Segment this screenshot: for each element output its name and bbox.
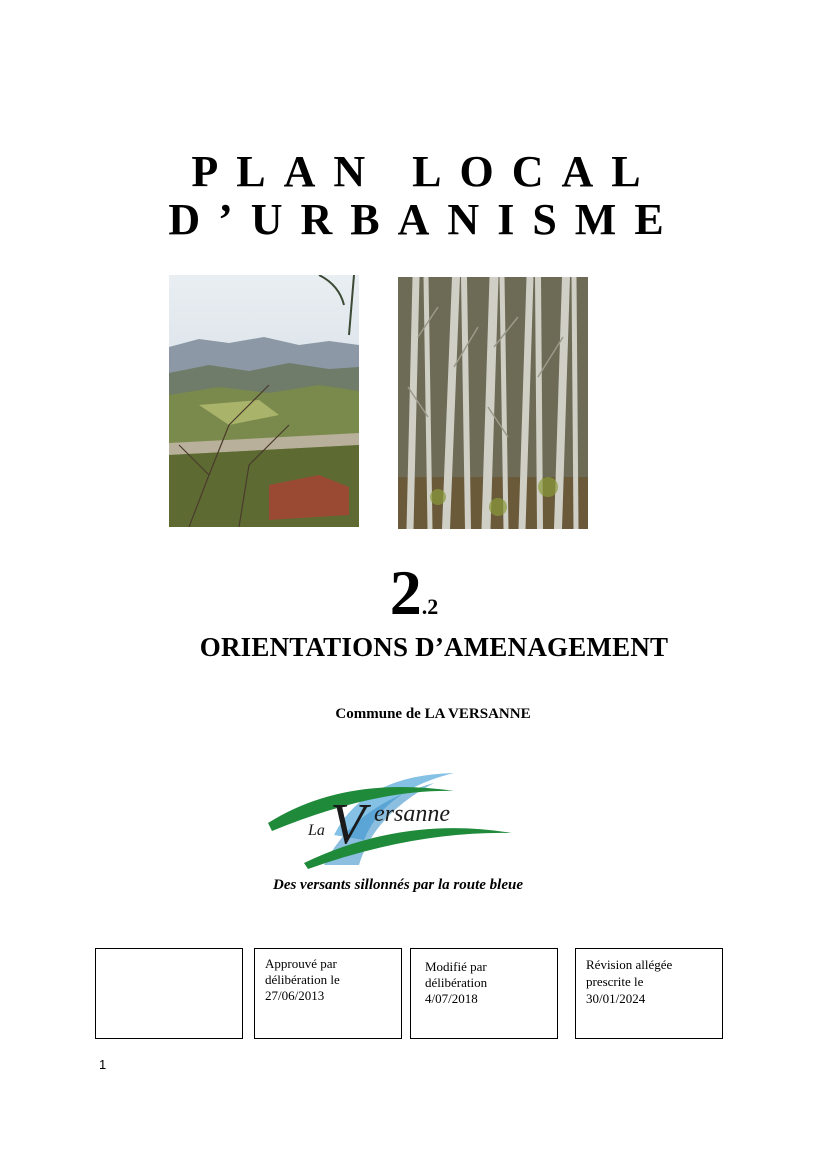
la-versanne-logo <box>264 765 514 873</box>
modified-date: 4/07/2018 <box>425 991 478 1006</box>
tagline: Des versants sillonnés par la route bleue <box>272 877 524 893</box>
modified-line-1: Modifié par <box>425 959 487 974</box>
approved-line-2: délibération le <box>265 972 340 987</box>
title-line-1: PLAN LOCAL <box>191 147 659 196</box>
info-box-modified <box>410 948 558 1039</box>
info-box-empty <box>95 948 243 1039</box>
info-box-revision <box>575 948 723 1039</box>
revision-line-2: prescrite le <box>586 974 644 989</box>
revision-line-1: Révision allégée <box>586 957 673 972</box>
document-number-main: 2 <box>389 557 422 628</box>
document-number-sub: .2 <box>421 594 439 619</box>
commune-name: Commune de LA VERSANNE <box>335 706 531 722</box>
document-subtitle: ORIENTATIONS D’AMENAGEMENT <box>199 632 669 662</box>
revision-date: 30/01/2024 <box>586 991 646 1006</box>
landscape-photo <box>169 275 359 527</box>
logo-text-v: V <box>330 791 366 856</box>
logo-text-la: La <box>308 822 325 839</box>
page-number: 1 <box>99 1057 107 1072</box>
title-line-2: D’URBANISME <box>168 195 682 244</box>
info-box-approved <box>254 948 402 1039</box>
logo-text-rest: ersanne <box>374 801 450 827</box>
approved-date: 27/06/2013 <box>265 988 325 1003</box>
modified-line-2: délibération <box>425 975 488 990</box>
approved-line-1: Approuvé par <box>265 956 337 971</box>
document-number <box>0 558 828 628</box>
forest-photo <box>398 277 588 529</box>
